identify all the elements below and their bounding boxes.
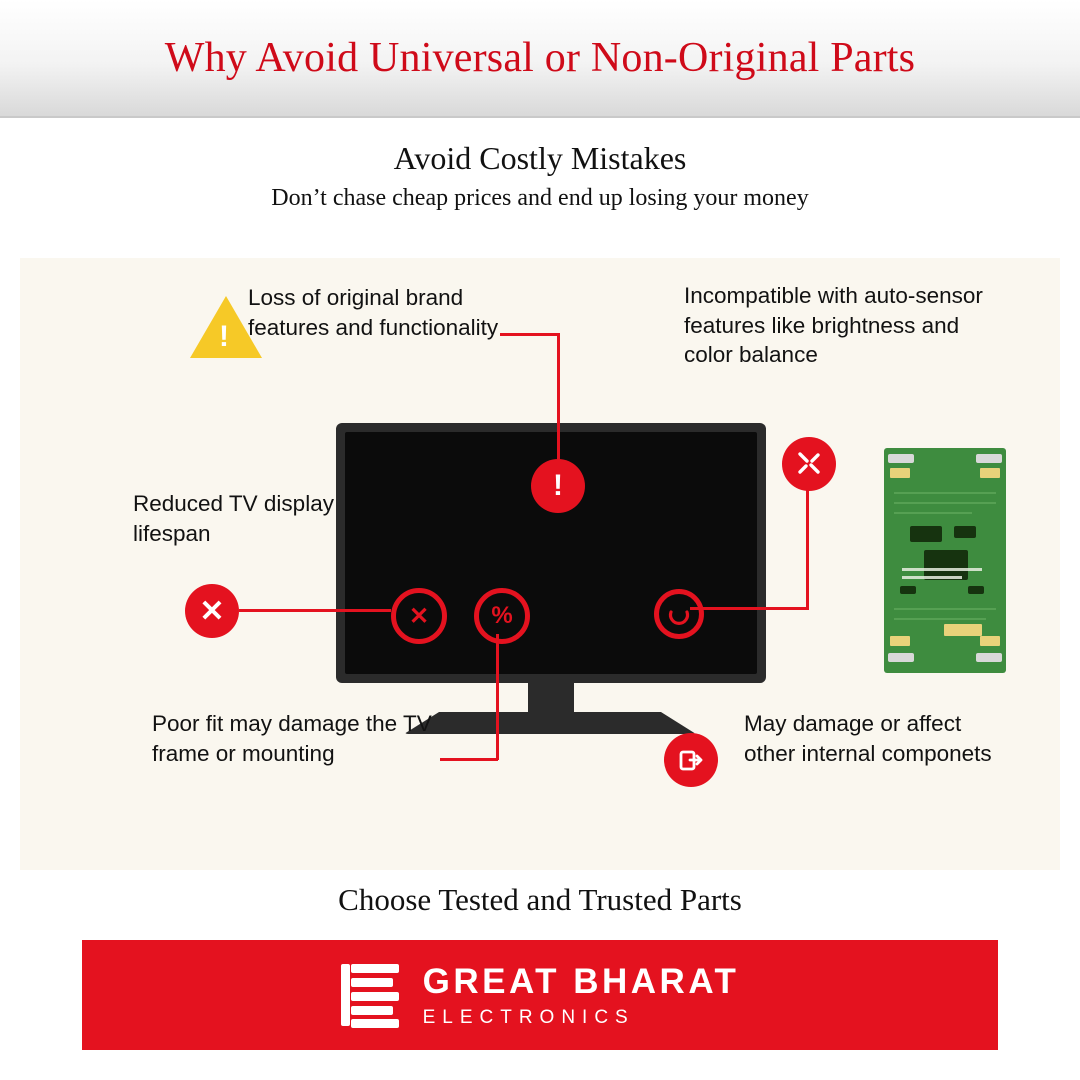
callout-incompatible-auto-sensor: Incompatible with auto-sensor features like brightness and color balance: [684, 283, 983, 368]
cross-ring-icon: [391, 588, 447, 644]
warning-triangle-exclamation: !: [219, 320, 229, 353]
great-bharat-logo-icon: [341, 962, 403, 1028]
header-divider: [0, 116, 1080, 118]
circuit-board-illustration: [884, 448, 1006, 673]
callout-reduced-lifespan: Reduced TV display lifespan: [133, 491, 334, 546]
exclamation-glyph: !: [553, 469, 563, 502]
page-title: Why Avoid Universal or Non-Original Parts: [164, 35, 916, 81]
broken-wrench-icon: [782, 437, 836, 491]
connector-auto-sensor-v: [806, 490, 809, 610]
subheading-main: Avoid Costly Mistakes: [393, 140, 687, 176]
subheading-sub: Don’t chase cheap prices and end up losing your money: [271, 185, 809, 211]
connector-auto-sensor-h: [690, 607, 809, 610]
connector-loss-of-features-v: [557, 333, 560, 463]
bottom-heading: Choose Tested and Trusted Parts: [338, 882, 742, 917]
exclamation-circle-icon: [531, 459, 585, 513]
callout-loss-of-features: Loss of original brand features and functionality: [248, 285, 499, 340]
cross-circle-icon: [185, 584, 239, 638]
subheading-block: [0, 140, 1080, 212]
cross-glyph: ✕: [199, 594, 225, 628]
callout-may-damage-internal: May damage or affect other internal componets: [744, 711, 992, 766]
brand-tagline: ELECTRONICS: [422, 1006, 635, 1028]
return-arrow-icon: [664, 733, 718, 787]
callout-poor-fit: Poor fit may damage the TV frame or mounting: [152, 711, 432, 766]
connector-reduced-lifespan: [239, 609, 391, 612]
percent-glyph: %: [491, 602, 513, 629]
cross-ring-glyph: ✕: [408, 602, 430, 630]
connector-loss-of-features-h: [500, 333, 560, 336]
brand-bar: [82, 940, 998, 1050]
smile-circle-icon: [654, 589, 704, 639]
percent-circle-icon: [474, 588, 530, 644]
connector-poor-fit-v: [496, 634, 499, 760]
brand-name: GREAT BHARAT: [422, 961, 740, 1001]
page-header: [0, 0, 1080, 116]
